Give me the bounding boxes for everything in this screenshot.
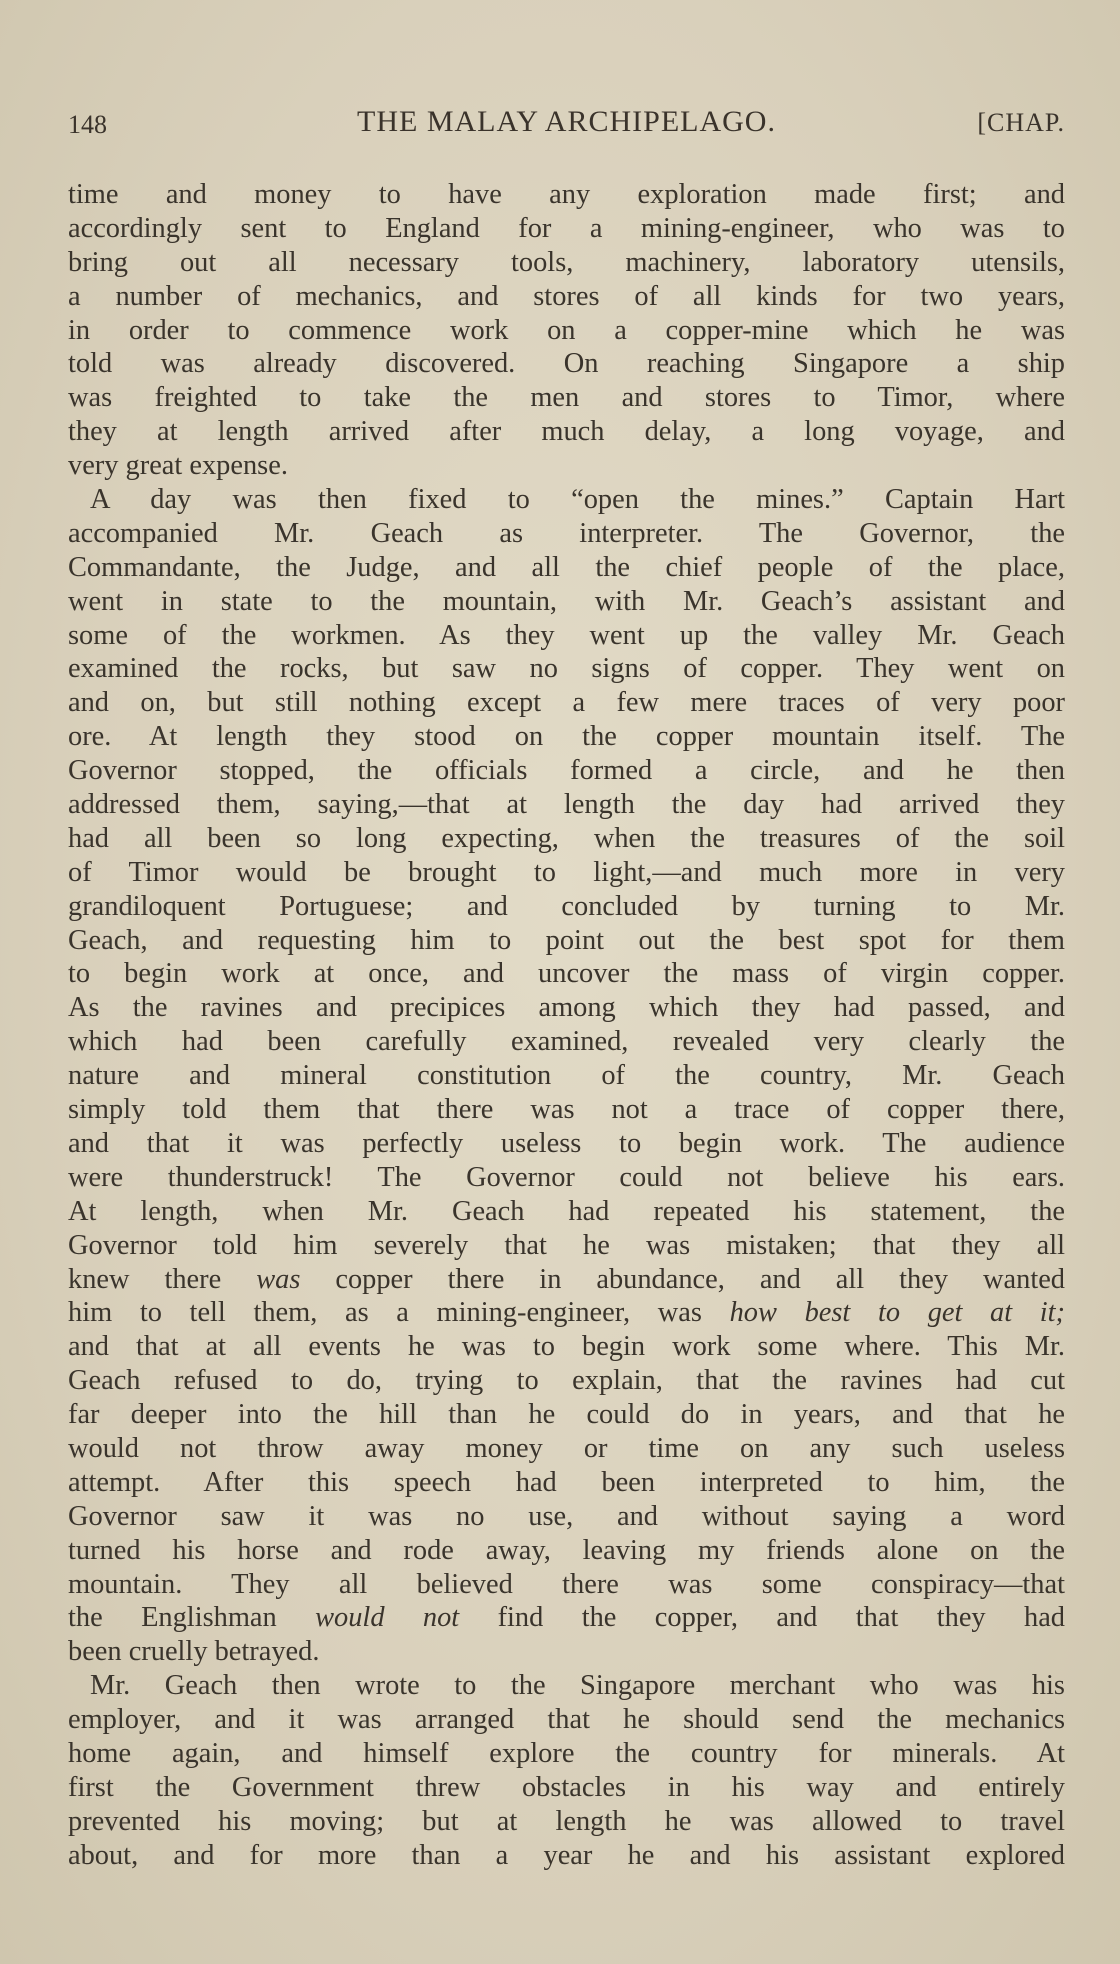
text-line: had all been so long expecting, when the treasures of the soil <box>68 822 1065 854</box>
text-line: bring out all necessary tools, machinery, laboratory utensils, <box>68 246 1065 278</box>
italic-run: how best to get at it; <box>729 1297 1065 1329</box>
text-line: Governor saw it was no use, and without saying a word <box>68 1500 1065 1532</box>
text-run: the Englishman <box>68 1602 316 1634</box>
text-line: they at length arrived after much delay, a long voyage, and <box>68 416 1065 448</box>
text-line: Geach refused to do, trying to explain, that the ravines had cut <box>68 1365 1065 1397</box>
text-line: grandiloquent Portuguese; and concluded by turning to Mr. <box>68 890 1065 922</box>
chapter-marker: [CHAP. <box>977 108 1065 137</box>
text-line: Governor told him severely that he was mistaken; that they all <box>68 1229 1065 1261</box>
text-line: Geach, and requesting him to point out the best spot for them <box>68 924 1065 956</box>
italic-run: was <box>256 1263 301 1295</box>
body-text <box>68 178 1065 1873</box>
text-line: addressed them, saying,—that at length the day had arrived they <box>68 789 1065 821</box>
text-line: which had been carefully examined, revealed very clearly the <box>68 1026 1065 1058</box>
text-line: prevented his moving; but at length he was allowed to travel <box>68 1805 1065 1837</box>
text-line: about, and for more than a year he and his assistant explored <box>68 1839 1065 1871</box>
text-run: find the copper, and that they had <box>459 1602 1065 1634</box>
page-number: 148 <box>68 110 107 139</box>
text-line: would not throw away money or time on any such useless <box>68 1432 1065 1464</box>
text-line: mountain. They all believed there was some conspiracy—that <box>68 1568 1065 1600</box>
text-line: very great expense. <box>68 450 288 482</box>
text-line: and that at all events he was to begin work some where. This Mr. <box>68 1331 1065 1363</box>
text-line: accompanied Mr. Geach as interpreter. The Governor, the <box>68 517 1065 549</box>
text-run: knew there <box>68 1263 257 1295</box>
running-head <box>68 100 1065 140</box>
running-title: THE MALAY ARCHIPELAGO. <box>357 105 776 138</box>
text-line: went in state to the mountain, with Mr. Geach’s assistant and <box>68 585 1065 617</box>
text-run: him to tell them, as a mining-engineer, was <box>68 1297 730 1329</box>
text-line <box>68 1601 1065 1635</box>
text-line: nature and mineral constitution of the country, Mr. Geach <box>68 1060 1065 1092</box>
text-line <box>68 1263 1065 1297</box>
text-line: ore. At length they stood on the copper mountain itself. The <box>68 721 1065 753</box>
text-line: far deeper into the hill than he could do in years, and that he <box>68 1399 1065 1431</box>
text-line: turned his horse and rode away, leaving my friends alone on the <box>68 1534 1065 1566</box>
text-line: told was already discovered. On reaching Singapore a ship <box>68 348 1065 380</box>
text-line: in order to commence work on a copper-mine which he was <box>68 314 1065 346</box>
text-line: Commandante, the Judge, and all the chief people of the place, <box>68 551 1065 583</box>
text-run: copper there in abundance, and all they wanted <box>300 1263 1065 1295</box>
text-line: were thunderstruck! The Governor could not believe his ears. <box>68 1161 1065 1193</box>
text-line: accordingly sent to England for a mining-engineer, who was to <box>68 212 1065 244</box>
text-line: to begin work at once, and uncover the mass of virgin copper. <box>68 958 1065 990</box>
text-line: home again, and himself explore the country for minerals. At <box>68 1737 1065 1769</box>
text-line: was freighted to take the men and stores to Timor, where <box>68 382 1065 414</box>
text-line: A day was then fixed to “open the mines.” Captain Hart <box>90 484 1065 516</box>
text-line: been cruelly betrayed. <box>68 1636 320 1668</box>
text-line: first the Government threw obstacles in his way and entirely <box>68 1771 1065 1803</box>
text-line: time and money to have any exploration made first; and <box>68 179 1065 210</box>
text-line: Governor stopped, the officials formed a circle, and he then <box>68 755 1065 787</box>
text-line: and that it was perfectly useless to begin work. The audience <box>68 1127 1065 1159</box>
text-line: As the ravines and precipices among which they had passed, and <box>68 992 1065 1024</box>
text-line: of Timor would be brought to light,—and much more in very <box>68 856 1065 888</box>
text-line: employer, and it was arranged that he should send the mechanics <box>68 1704 1065 1736</box>
text-line <box>68 1296 1065 1330</box>
text-line: examined the rocks, but saw no signs of copper. They went on <box>68 653 1065 685</box>
text-line: At length, when Mr. Geach had repeated his statement, the <box>68 1195 1065 1227</box>
text-line: Mr. Geach then wrote to the Singapore merchant who was his <box>90 1670 1065 1702</box>
text-line: a number of mechanics, and stores of all kinds for two years, <box>68 280 1065 312</box>
text-line: some of the workmen. As they went up the valley Mr. Geach <box>68 619 1065 651</box>
text-line: attempt. After this speech had been interpreted to him, the <box>68 1466 1065 1498</box>
text-line: and on, but still nothing except a few mere traces of very poor <box>68 687 1065 719</box>
italic-run: would not <box>315 1602 460 1634</box>
text-line: simply told them that there was not a trace of copper there, <box>68 1094 1065 1126</box>
